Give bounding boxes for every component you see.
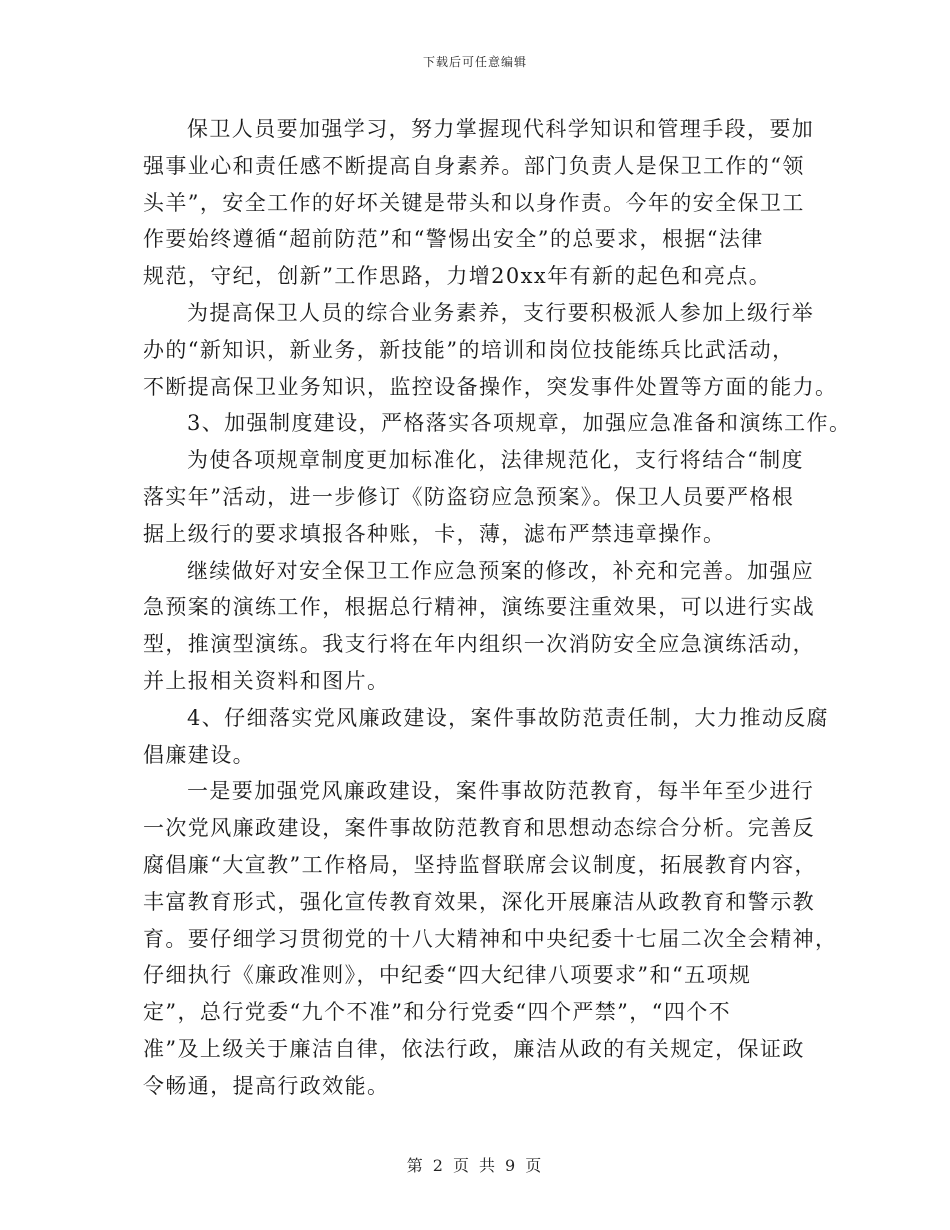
footer-total-prefix: 共 <box>479 1156 498 1175</box>
text-line: 丰富教育形式，强化宣传教育效果，深化开展廉洁从政教育和警示教 <box>143 889 815 914</box>
footer-page-prefix: 第 <box>406 1156 425 1175</box>
footer-total-suffix: 页 <box>525 1156 544 1175</box>
text-line: 作要始终遵循“超前防范”和“警惕出安全”的总要求，根据“法律 <box>143 227 764 252</box>
text-line: 继续做好对安全保卫工作应急预案的修改，补充和完善。加强应 <box>187 558 815 583</box>
text-line: 4、仔细落实党风廉政建设，案件事故防范责任制，大力推动反腐 <box>187 705 829 730</box>
page-header: 下载后可任意编辑 <box>422 55 527 69</box>
text-line: 急预案的演练工作，根据总行精神，演练要注重效果，可以进行实战 <box>143 595 815 620</box>
text-line: 并上报相关资料和图片。 <box>143 668 390 693</box>
text-line: 据上级行的要求填报各种账，卡，薄，滤布严禁违章操作。 <box>143 521 726 546</box>
text-line: 定”，总行党委“九个不准”和分行党委“四个严禁”，“四个不 <box>143 1000 732 1025</box>
text-line: 令畅通，提高行政效能。 <box>143 1073 390 1098</box>
text-line: 3、加强制度建设，严格落实各项规章，加强应急准备和演练工作。 <box>187 411 852 436</box>
footer-page-word: 页 <box>452 1156 471 1175</box>
footer-current-page: 2 <box>432 1156 445 1175</box>
text-line: 办的“新知识，新业务，新技能”的培训和岗位技能练兵比武活动， <box>143 337 795 362</box>
text-line: 为使各项规章制度更加标准化，法律规范化，支行将结合“制度 <box>187 448 804 473</box>
text-line: 为提高保卫人员的综合业务素养，支行要积极派人参加上级行举 <box>187 300 815 325</box>
text-line: 腐倡廉“大宣教”工作格局，坚持监督联席会议制度，拓展教育内容， <box>143 852 817 877</box>
page-footer <box>0 1153 950 1176</box>
document-body <box>143 111 852 1105</box>
text-line: 准”及上级关于廉洁自律，依法行政，廉洁从政的有关规定，保证政 <box>143 1036 805 1061</box>
text-line: 一是要加强党风廉政建设，案件事故防范教育，每半年至少进行 <box>187 779 815 804</box>
text-line: 保卫人员要加强学习，努力掌握现代科学知识和管理手段，要加 <box>187 117 815 141</box>
text-line: 头羊”，安全工作的好坏关键是带头和以身作责。今年的安全保卫工 <box>143 190 805 215</box>
text-line: 不断提高保卫业务知识，监控设备操作，突发事件处置等方面的能力。 <box>143 374 838 399</box>
text-line: 型，推演型演练。我支行将在年内组织一次消防安全应急演练活动， <box>143 632 815 657</box>
footer-total-pages: 9 <box>505 1156 518 1175</box>
text-line: 仔细执行《廉政准则》，中纪委“四大纪律八项要求”和“五项规 <box>143 963 752 988</box>
text-line: 落实年”活动，进一步修订《防盗窃应急预案》。保卫人员要严格根 <box>143 484 795 509</box>
text-line: 规范，守纪，创新”工作思路，力增20xx年有新的起色和亮点。 <box>143 264 772 289</box>
text-line: 育。要仔细学习贯彻党的十八大精神和中央纪委十七届二次全会精神， <box>143 926 838 951</box>
text-line: 倡廉建设。 <box>143 742 255 767</box>
text-line: 强事业心和责任感不断提高自身素养。部门负责人是保卫工作的“领 <box>143 153 805 178</box>
text-line: 一次党风廉政建设，案件事故防范教育和思想动态综合分析。完善反 <box>143 816 815 841</box>
